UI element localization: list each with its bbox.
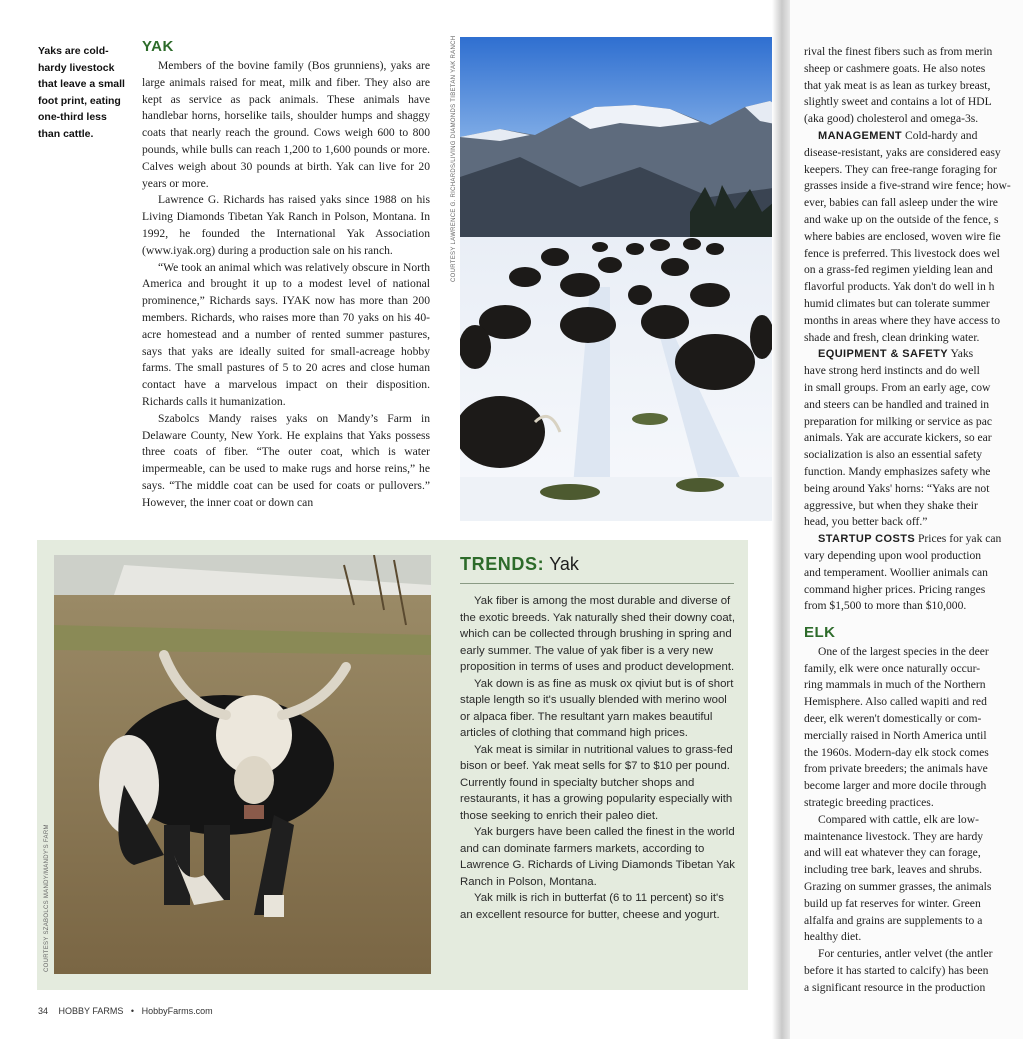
right-line: rival the finest fibers such as from merin bbox=[804, 45, 993, 58]
management-subhead: MANAGEMENT bbox=[818, 129, 903, 142]
right-line: socialization is also an essential safety bbox=[804, 448, 983, 462]
right-line: For centuries, antler velvet (the antler bbox=[818, 947, 993, 961]
trends-label: TRENDS: bbox=[460, 554, 545, 574]
right-line: disease-resistant, yaks are considered easy bbox=[804, 145, 1001, 159]
trends-paragraph: Yak milk is rich in butterfat (6 to 11 percent) so it's an excellent resource for butter, cheese and yogurt. bbox=[460, 892, 724, 921]
trends-paragraph: Yak meat is similar in nutritional values to grass-fed bison or beef. Yak meat sells for $7 to $10 per pound. Currently found in specialty butcher shops and restaurants, it has a growing popularity especially with those seeking to enrich their paleo diet. bbox=[460, 743, 733, 822]
management-line bbox=[804, 128, 1023, 145]
right-line: where babies are enclosed, woven wire fie bbox=[804, 229, 1001, 243]
startup-line bbox=[804, 531, 1023, 548]
right-line: function. Mandy emphasizes safety whe bbox=[804, 464, 991, 478]
yak-paragraph: Members of the bovine family (Bos grunniens), yaks are large animals raised for meat, milk and fiber. They also are kept as service as pack animals. These animals have handlebar horns, horselike tails, shoulder humps and shaggy coats that nearly reach the ground. Cows weigh 600 to 800 pounds, while bulls can reach 1,200 to 1,600 pounds or more. Calves weigh about 30 pounds at birth. Yak can live for 20 years or more. bbox=[142, 59, 430, 190]
right-line: aggressive, but when they shake their bbox=[804, 498, 978, 512]
right-line: family, elk were once naturally occur- bbox=[804, 661, 981, 675]
right-line: Grazing on summer grasses, the animals bbox=[804, 880, 992, 894]
right-line: alfalfa and grains are supplements to a bbox=[804, 913, 983, 927]
right-line: One of the largest species in the deer bbox=[818, 644, 989, 658]
right-line: shade and fresh, clean drinking water. bbox=[804, 330, 980, 344]
right-line: fence is preferred. This livestock does wel bbox=[804, 246, 1000, 260]
right-line: and will eat whatever they can forage, bbox=[804, 846, 981, 860]
page-footer bbox=[38, 1006, 213, 1016]
right-line: on a grass-fed regimen yielding lean and bbox=[804, 263, 993, 277]
trends-paragraph: Yak burgers have been called the finest in the world and can dominate farmers markets, according to Lawrence G. Richards of Living Diamonds Tibetan Yak Ranch in Polson, Montana. bbox=[460, 826, 735, 888]
pull-quote: Yaks are cold-hardy livestock that leave a small foot print, eating one-third less than cattle. bbox=[38, 45, 125, 140]
trends-sidebar-box bbox=[37, 540, 748, 990]
right-line: keepers. They can free-range foraging for bbox=[804, 162, 997, 176]
equipment-subhead: EQUIPMENT & SAFETY bbox=[818, 348, 949, 361]
right-line: slightly sweet and contains a lot of HDL bbox=[804, 95, 992, 109]
right-page bbox=[790, 0, 1023, 1039]
right-line: before it has started to calcify) has been bbox=[804, 964, 989, 978]
right-line: mercially raised in North America until bbox=[804, 728, 987, 742]
right-line: in small groups. From an early age, cow bbox=[804, 380, 991, 394]
right-line: healthy diet. bbox=[804, 930, 862, 944]
yak-bull-photo bbox=[54, 555, 431, 974]
right-line: build up fat reserves for winter. Green bbox=[804, 896, 981, 910]
right-line: including tree bark, leaves and shrubs. bbox=[804, 863, 983, 877]
right-line: Compared with cattle, elk are low- bbox=[818, 812, 979, 826]
right-line: ever, babies can fall asleep under the wire bbox=[804, 196, 998, 210]
magazine-name: HOBBY FARMS bbox=[58, 1006, 124, 1016]
right-line: and steers can be handled and trained in bbox=[804, 397, 990, 411]
right-line: humid climates but can tolerate summer bbox=[804, 296, 990, 310]
trends-divider bbox=[460, 583, 734, 584]
book-gutter bbox=[772, 0, 790, 1039]
right-line-text: Yaks bbox=[948, 347, 974, 361]
right-line: from private breeders; the animals have bbox=[804, 762, 988, 776]
right-line: preparation for milking or service as pac bbox=[804, 414, 993, 428]
magazine-website: HobbyFarms.com bbox=[141, 1006, 213, 1016]
trends-subject: Yak bbox=[549, 554, 579, 574]
yak-paragraph: Szabolcs Mandy raises yaks on Mandy’s Farm in Delaware County, New York. He explains that Yaks possess three coats of fiber. “The outer coat, which is water impermeable, can be used to make rugs and horse reins,” he says. “The middle coat can be used for coats or pullovers.” However, the inner coat or down can bbox=[142, 411, 430, 509]
right-line: command higher prices. Pricing ranges bbox=[804, 582, 986, 596]
trends-paragraph: Yak down is as fine as musk ox qiviut but is of short staple length so it's usually blended with merino wool or alpaca fiber. The resultant yarn makes beautiful articles of clothing that command high prices. bbox=[460, 677, 734, 739]
yak-paragraph: “We took an animal which was relatively obscure in North America and brought it up to a modest level of national prominence,” Richards says. IYAK now has more than 200 members. Richards, who raises more than 70 yaks on his 40-acre homestead and a number of rented summer pastures, says that yaks are ideally suited for small-acreage hobby farms. The small pastures of 5 to 20 acres and close human contact have a marvelous impact on their disposition. Richards calls it humanization. bbox=[142, 260, 430, 408]
right-line-text: Cold-hardy and bbox=[902, 128, 978, 142]
right-line: being around Yaks' horns: “Yaks are not bbox=[804, 481, 990, 495]
right-line: sheep or cashmere goats. He also notes bbox=[804, 61, 986, 75]
yak-herd-snow-photo bbox=[460, 37, 780, 521]
right-line: become larger and more docile through bbox=[804, 779, 987, 793]
right-line-text: Prices for yak can bbox=[915, 532, 1002, 546]
right-line: and temperament. Woollier animals can bbox=[804, 565, 988, 579]
trends-title bbox=[460, 554, 579, 575]
footer-separator: • bbox=[130, 1006, 135, 1016]
trends-paragraph: Yak fiber is among the most durable and diverse of the exotic breeds. Yak naturally shed their downy coat, which can be collected through brushing in spring and early summer. The value of yak fiber is a very new proposition in terms of uses and product development. bbox=[460, 595, 736, 673]
yak-paragraph: Lawrence G. Richards has raised yaks since 1988 on his Living Diamonds Tibetan Yak Ranch in Polson, Montana. In 1992, he founded the International Yak Association (www.iyak.org) during a production sale on his ranch. bbox=[142, 193, 430, 257]
bull-photo-credit: COURTESY SZABOLCS MANDY/MANDY'S FARM bbox=[44, 824, 50, 972]
right-line: Hemisphere. Also called wapiti and red bbox=[804, 695, 987, 709]
right-line: (aka good) cholesterol and omega-3s. bbox=[804, 112, 979, 126]
right-line: maintenance livestock. They are hardy bbox=[804, 829, 984, 843]
right-line: deer, elk weren't domestically or com- bbox=[804, 712, 982, 726]
right-line: grasses inside a five-strand wire fence; how- bbox=[804, 179, 1011, 193]
right-line: animals. Yak are accurate kickers, so ear bbox=[804, 431, 992, 445]
right-line: that yak meat is as lean as turkey breast, bbox=[804, 78, 991, 92]
right-line: flavorful products. Yak don't do well in h bbox=[804, 280, 995, 294]
right-article-column bbox=[804, 44, 1023, 1004]
page-number: 34 bbox=[38, 1006, 49, 1016]
right-line: have strong herd instincts and do well bbox=[804, 364, 980, 378]
right-line: months in areas where they have access to bbox=[804, 313, 1001, 327]
right-line: ring mammals in much of the Northern bbox=[804, 678, 986, 692]
right-line: the 1960s. Modern-day elk stock comes bbox=[804, 745, 989, 759]
right-line: strategic breeding practices. bbox=[804, 796, 934, 810]
trends-body bbox=[460, 593, 736, 983]
equipment-line bbox=[804, 346, 1023, 363]
yak-article-column bbox=[142, 58, 430, 526]
right-line: from $1,500 to more than $10,000. bbox=[804, 599, 967, 613]
right-line: head, you better back off.” bbox=[804, 515, 928, 529]
herd-photo-credit: COURTESY LAWRENCE G. RICHARDS/LIVING DIAMONDS TIBETAN YAK RANCH bbox=[451, 35, 457, 282]
yak-heading: YAK bbox=[142, 38, 174, 55]
elk-heading: ELK bbox=[804, 624, 836, 642]
right-line: a significant resource in the production bbox=[804, 980, 986, 994]
startup-subhead: STARTUP COSTS bbox=[818, 533, 916, 546]
right-line: vary depending upon wool production bbox=[804, 548, 982, 562]
right-line: and wake up on the outside of the fence, s bbox=[804, 212, 999, 226]
